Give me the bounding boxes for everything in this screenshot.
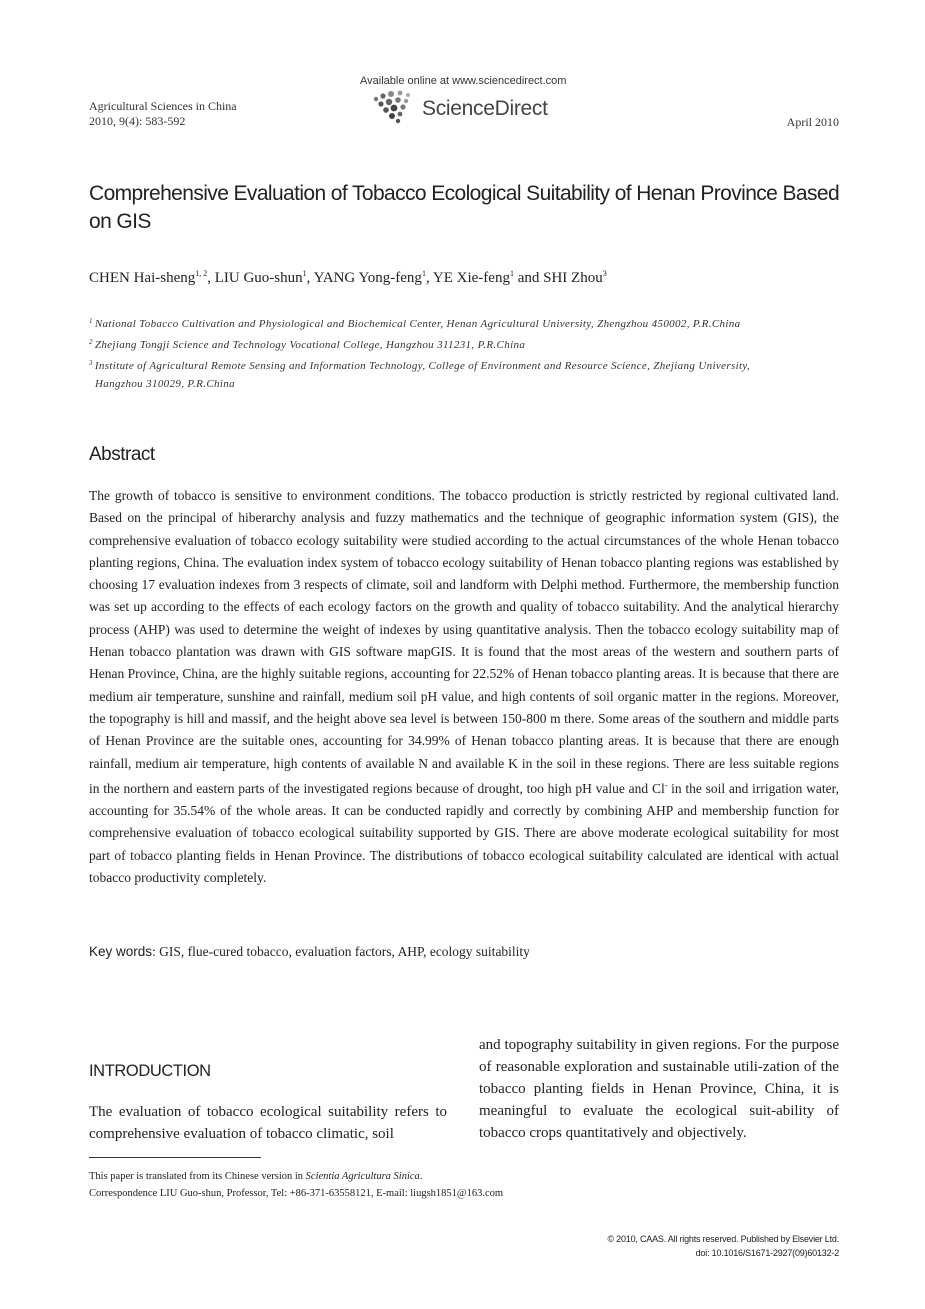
author-name: LIU Guo-shun [214,270,303,286]
footnotes [89,1168,503,1202]
keywords-text: : GIS, flue-cured tobacco, evaluation factors, AHP, ecology suitability [152,944,530,959]
footnote-translation-prefix: This paper is translated from its Chinese version in [89,1171,306,1182]
chloride-superscript: - [664,780,668,790]
affiliation-text: Institute of Agricultural Remote Sensing and Information Technology, College of Environment and Resource Science, Zhejiang University, [94,360,751,372]
introduction-left-column: The evaluation of tobacco ecological suitability refers to comprehensive evaluation of tobacco climatic, soil [89,1104,447,1142]
author-name: YANG Yong-feng [313,270,422,286]
doi-line: doi: 10.1016/S1671-2927(09)60132-2 [695,1248,839,1258]
issue-date: April 2010 [786,115,839,129]
author-affiliation-mark: 1 [302,269,307,278]
affiliation-item [89,354,841,375]
affiliation-number: 2 [89,338,93,346]
abstract-text-part1: The growth of tobacco is sensitive to environment conditions. The tobacco production is strictly restricted by regional cultivated land. Based on the principal of hiberarchy analysis and fuzzy mathematics and the technique of geographic information system (GIS), the comprehensive evaluation of tobacco ecology suitability were studied according to the actual circumstances of the whole Henan tobacco planting regions, China. The evaluation index system of tobacco ecology suitability of Henan tobacco planting regions was established by choosing 17 evaluation indexes from 3 respects of climate, soil and landform with Delphi method. Furthermore, the membership function was set up according to the effects of each ecology factors on the growth and quality of tobacco suitability. And the analytical hierarchy process (AHP) was used to determine the weight of indexes by using quantitative analysis. Then the tobacco ecology suitability map of Henan tobacco plantation was drawn with GIS software mapGIS. It is found that the most areas of the western and southern parts of Henan Province, China, are the highly suitable regions, accounting for 22.52% of Henan tobacco planting areas. It is because that there are medium air temperature, sunshine and rainfall, medium soil pH value, and high contents of soil organic matter in the regions. Moreover, the topography is hill and massif, and the height above sea level is between 150-800 m there. Some areas of the southern and middle parts of Henan Province are the suitable ones, accounting for 34.99% of Henan tobacco planting areas. It is because that there are enough rainfall, medium air temperature, high contents of available N and available K in the soil in these regions. There are less suitable regions in the northern and eastern parts of the investigated regions because of drought, too high pH value and Cl [89,488,839,796]
author-affiliation-mark: 3 [602,269,607,278]
introduction-right-column: and topography suitability in given regions. For the purpose of reasonable exploration and sustainable utili-zation of the tobacco planting fields in Henan Province, China, it is meaningful to evaluate the ecological suit-ability of tobacco crops quantitatively and objectively. [479,1037,839,1141]
journal-name: Agricultural Sciences in China [89,99,237,113]
journal-volume-pages: 2010, 9(4): 583-592 [89,114,186,128]
keywords-label: Key words [89,944,153,959]
sciencedirect-dots-icon [372,90,418,124]
footnote-translation [89,1168,503,1185]
author-name: YE Xie-feng [432,270,510,286]
author-name: SHI Zhou [543,270,603,286]
affiliation-text: National Tobacco Cultivation and Physiological and Biochemical Center, Henan Agricultural University, Zhengzhou 450002, P.R.China [94,318,741,330]
affiliation-list [89,312,841,393]
copyright-block [607,1232,839,1260]
affiliation-number: 3 [89,359,93,367]
paper-title: Comprehensive Evaluation of Tobacco Ecological Suitability of Henan Province Based on GIS [89,182,840,233]
copyright-line: © 2010, CAAS. All rights reserved. Published by Elsevier Ltd. [607,1234,839,1244]
author-affiliation-mark: 1 [421,269,426,278]
sciencedirect-wordmark: ScienceDirect [422,97,548,120]
footnote-translation-suffix: . [419,1171,423,1182]
author-separator: , [207,270,215,286]
keywords [89,944,530,960]
affiliation-item [89,333,841,354]
introduction-heading: INTRODUCTION [89,1062,211,1080]
footnote-divider [89,1157,261,1158]
author-name: CHEN Hai-sheng [89,270,196,286]
author-separator: and [513,270,544,286]
author-affiliation-mark: 1, 2 [195,269,208,278]
affiliation-item [89,312,841,333]
author-affiliation-mark: 1 [509,269,514,278]
author-separator: , [425,270,433,286]
author-list [89,269,607,287]
abstract-heading: Abstract [89,444,155,465]
affiliation-text: Zhejiang Tongji Science and Technology Vocational College, Hangzhou 311231, P.R.China [94,339,526,351]
author-separator: , [306,270,314,286]
affiliation-number: 1 [89,317,93,325]
footnote-correspondence: Correspondence LIU Guo-shun, Professor, Tel: +86-371-63558121, E-mail: liugsh1851@163.com [89,1188,504,1199]
footnote-journal-name: Scientia Agricultura Sinica [305,1171,420,1182]
journal-info [89,99,237,129]
sciencedirect-logo [372,90,582,126]
affiliation-continuation: Hangzhou 310029, P.R.China [95,378,235,390]
available-online-text: Available online at www.sciencedirect.com [360,75,567,87]
abstract-text-part2: in the soil and irrigation water, accounting for 35.54% of the whole areas. It can be conducted rapidly and correctly by combining AHP and membership function for comprehensive evaluation of tobacco ecological suitability supported by GIS. There are above moderate ecological suitability for most part of tobacco planting fields in Henan Province. The distributions of tobacco ecological suitability calculated are identical with actual tobacco productivity completely. [89,780,839,886]
abstract-text [89,485,839,889]
